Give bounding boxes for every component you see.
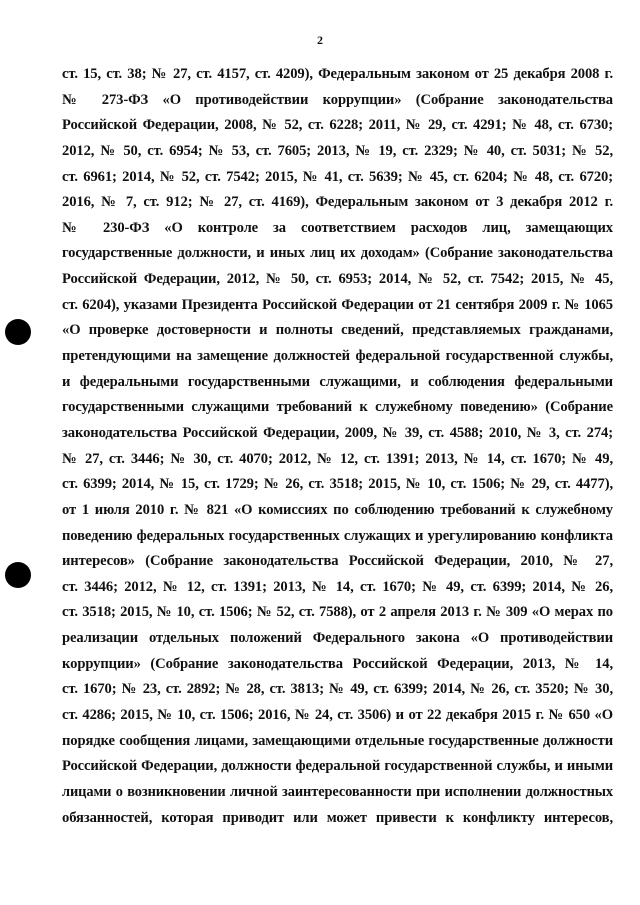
text-line: ст. 15, ст. 38; № 27, ст. 4157, ст. 4209), Федеральным законом от 25 декабря 2008 г. — [62, 66, 613, 82]
text-line: 2016, № 7, ст. 912; № 27, ст. 4169), Федеральным законом от 3 декабря 2012 г. — [62, 194, 613, 211]
text-line: претендующими на замещение должностей федеральной государственной службы, — [62, 348, 613, 365]
text-line: от 1 июля 2010 г. № 821 «О комиссиях по соблюдению требований к служебному — [62, 501, 613, 518]
text-line: ст. 3446; 2012, № 12, ст. 1391; 2013, № 14, ст. 1670; № 49, ст. 6399; 2014, № 26, — [62, 578, 613, 595]
text-line: № 273-ФЗ «О противодействии коррупции» (Собрание законодательства — [62, 91, 613, 108]
text-line: лицами о возникновении личной заинтересованности при исполнении должностных — [62, 783, 613, 800]
punch-hole-mark — [5, 319, 31, 345]
text-line: № 27, ст. 3446; № 30, ст. 4070; 2012, № 12, ст. 1391; 2013, № 14, ст. 1670; № 49, — [62, 450, 613, 467]
text-line: ст. 6399; 2014, № 15, ст. 1729; № 26, ст. 3518; 2015, № 10, ст. 1506; № 29, ст. 4477), — [62, 476, 613, 493]
text-line: ст. 6961; 2014, № 52, ст. 7542; 2015, № 41, ст. 5639; № 45, ст. 6204; № 48, ст. 6720; — [62, 168, 613, 185]
text-line: порядке сообщения лицами, замещающими отдельные государственные должности — [62, 732, 613, 749]
text-line: интересов» (Собрание законодательства Российской Федерации, 2010, № 27, — [62, 553, 613, 570]
text-line: и федеральными государственными служащими, и соблюдения федеральными — [62, 373, 613, 390]
punch-hole-mark — [5, 562, 31, 588]
text-line: ст. 6204), указами Президента Российской Федерации от 21 сентября 2009 г. № 1065 — [62, 296, 613, 313]
text-line: государственными служащими требований к служебному поведению» (Собрание — [62, 399, 613, 416]
text-line: ст. 4286; 2015, № 10, ст. 1506; 2016, № 24, ст. 3506) и от 22 декабря 2015 г. № 650 «О — [62, 707, 613, 724]
text-line: законодательства Российской Федерации, 2009, № 39, ст. 4588; 2010, № 3, ст. 274; — [62, 424, 613, 441]
text-line: поведению федеральных государственных служащих и урегулированию конфликта — [62, 527, 613, 544]
text-line: реализации отдельных положений Федерального закона «О противодействии — [62, 630, 613, 647]
text-line: обязанностей, которая приводит или может привести к конфликту интересов, — [62, 809, 613, 826]
page-number: 2 — [317, 33, 323, 47]
document-text-body — [62, 62, 613, 831]
text-line: 2012, № 50, ст. 6954; № 53, ст. 7605; 2013, № 19, ст. 2329; № 40, ст. 5031; № 52, — [62, 142, 613, 159]
text-line: коррупции» (Собрание законодательства Российской Федерации, 2013, № 14, — [62, 655, 613, 672]
text-line: Российской Федерации, 2012, № 50, ст. 6953; 2014, № 52, ст. 7542; 2015, № 45, — [62, 271, 613, 288]
text-line: «О проверке достоверности и полноты сведений, представляемых гражданами, — [62, 322, 613, 339]
text-line: ст. 1670; № 23, ст. 2892; № 28, ст. 3813; № 49, ст. 6399; 2014, № 26, ст. 3520; № 30, — [62, 681, 613, 698]
text-line: ст. 3518; 2015, № 10, ст. 1506; № 52, ст. 7588), от 2 апреля 2013 г. № 309 «О мерах по — [62, 604, 613, 621]
text-line: Российской Федерации, должности федеральной государственной службы, и иными — [62, 758, 613, 775]
text-line: Российской Федерации, 2008, № 52, ст. 6228; 2011, № 29, ст. 4291; № 48, ст. 6730; — [62, 117, 613, 134]
text-line: государственные должности, и иных лиц их доходам» (Собрание законодательства — [62, 245, 613, 262]
text-line: № 230-ФЗ «О контроле за соответствием расходов лиц, замещающих — [62, 219, 613, 236]
